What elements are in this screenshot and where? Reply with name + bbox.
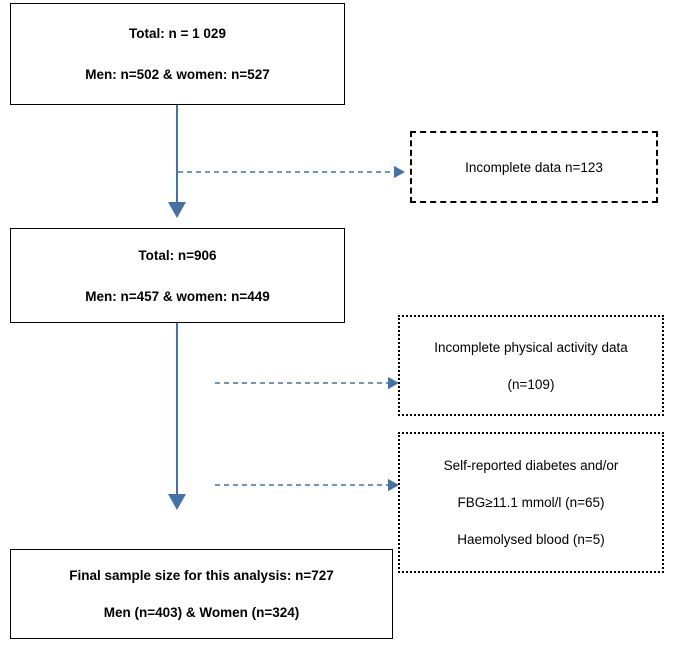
box-final-sample-line-2: Men (n=403) & Women (n=324) [103, 605, 300, 620]
box-incomplete-pa-line-1: Incomplete physical activity data [434, 339, 628, 355]
box-diabetes-exclusions-line-2: FBG≥11.1 mmol/l (n=65) [457, 495, 605, 510]
box-incomplete-data [410, 131, 658, 203]
box-diabetes-exclusions [398, 432, 664, 573]
box-final-sample [10, 549, 393, 639]
box-total-baseline-line-2: Men: n=502 & women: n=527 [85, 67, 270, 82]
box-incomplete-physical-activity [398, 315, 664, 416]
box-total-906 [10, 228, 345, 323]
box-incomplete-pa-line-2: (n=109) [507, 376, 555, 392]
box-final-sample-line-1: Final sample size for this analysis: n=727 [69, 568, 334, 583]
box-incomplete-data-line-1: Incomplete data n=123 [465, 159, 603, 175]
box-total-906-line-1: Total: n=906 [138, 247, 217, 263]
box-total-baseline [10, 3, 345, 105]
box-diabetes-exclusions-line-3: Haemolysed blood (n=5) [457, 532, 605, 547]
box-total-baseline-line-1: Total: n = 1 029 [129, 26, 226, 41]
box-total-906-line-2: Men: n=457 & women: n=449 [85, 288, 270, 304]
box-diabetes-exclusions-line-1: Self-reported diabetes and/or [443, 458, 619, 473]
